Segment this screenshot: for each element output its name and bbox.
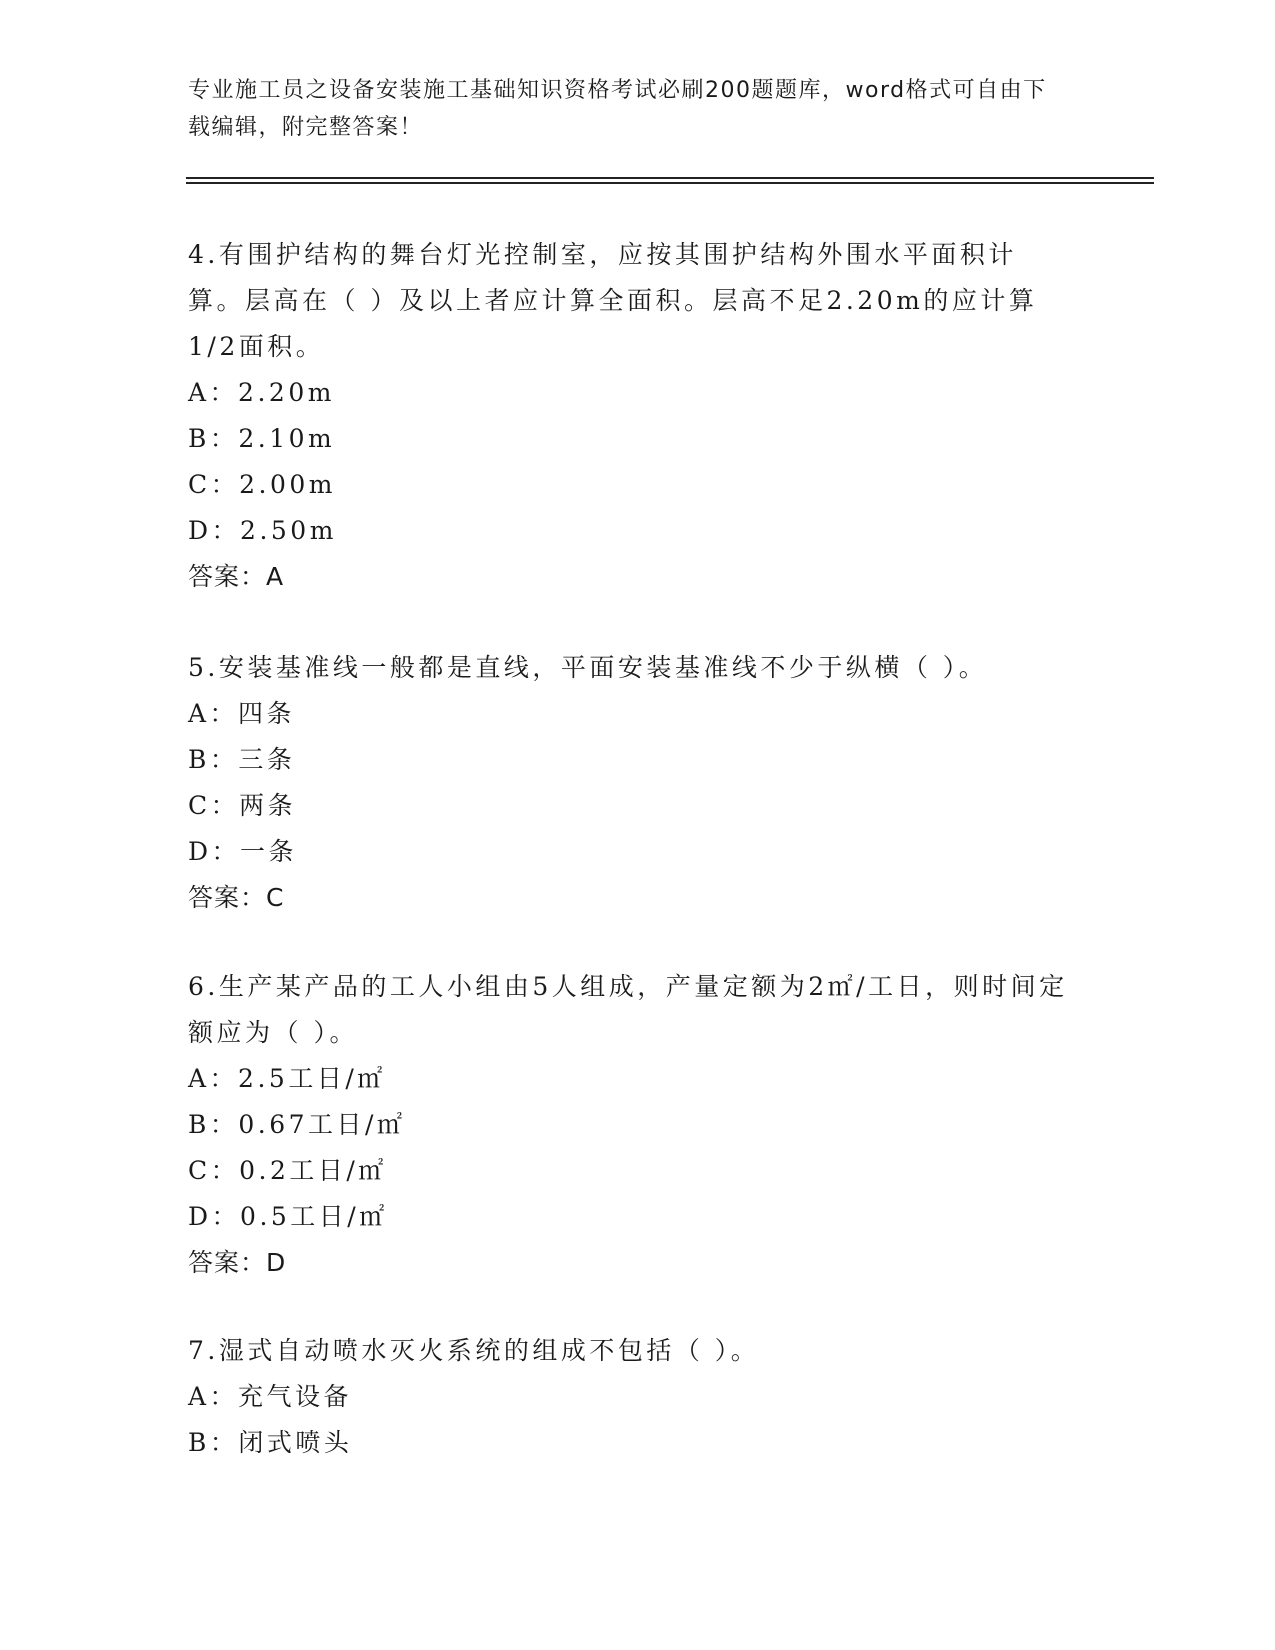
option-a: A：充气设备 <box>188 1382 353 1411</box>
answer: 答案：D <box>188 1248 287 1277</box>
document-header: 专业施工员之设备安装施工基础知识资格考试必刷200题题库，word格式可自由下载编辑，附完整答案！ <box>188 78 1047 140</box>
option-a: A：2.20m <box>188 378 335 407</box>
option-b: B：闭式喷头 <box>188 1428 353 1457</box>
question-7 <box>188 1328 1068 1466</box>
answer: 答案：A <box>188 562 285 591</box>
header-divider-top <box>186 177 1154 179</box>
header-divider-bottom <box>186 182 1154 184</box>
option-d: D：0.5工日/㎡ <box>188 1202 388 1231</box>
question-stem: 6.生产某产品的工人小组由5人组成，产量定额为2㎡/工日，则时间定额应为（ ）。 <box>188 972 1068 1047</box>
option-b: B：三条 <box>188 745 296 774</box>
question-5 <box>188 645 1068 921</box>
answer: 答案：C <box>188 883 285 912</box>
option-b: B：2.10m <box>188 424 336 453</box>
question-6 <box>188 964 1068 1286</box>
question-stem: 4.有围护结构的舞台灯光控制室，应按其围护结构外围水平面积计算。层高在（ ）及以上者应计算全面积。层高不足2.20m的应计算1/2面积。 <box>188 240 1038 361</box>
option-a: A：2.5工日/㎡ <box>188 1064 386 1093</box>
question-stem: 7.湿式自动喷水灭火系统的组成不包括（ ）。 <box>188 1336 760 1365</box>
option-d: D：一条 <box>188 837 298 866</box>
option-b: B：0.67工日/㎡ <box>188 1110 406 1139</box>
option-c: C：2.00m <box>188 470 336 499</box>
option-c: C：0.2工日/㎡ <box>188 1156 387 1185</box>
question-stem: 5.安装基准线一般都是直线，平面安装基准线不少于纵横（ ）。 <box>188 653 988 682</box>
option-c: C：两条 <box>188 791 297 820</box>
option-a: A：四条 <box>188 699 296 728</box>
question-4 <box>188 232 1068 600</box>
option-d: D：2.50m <box>188 516 337 545</box>
